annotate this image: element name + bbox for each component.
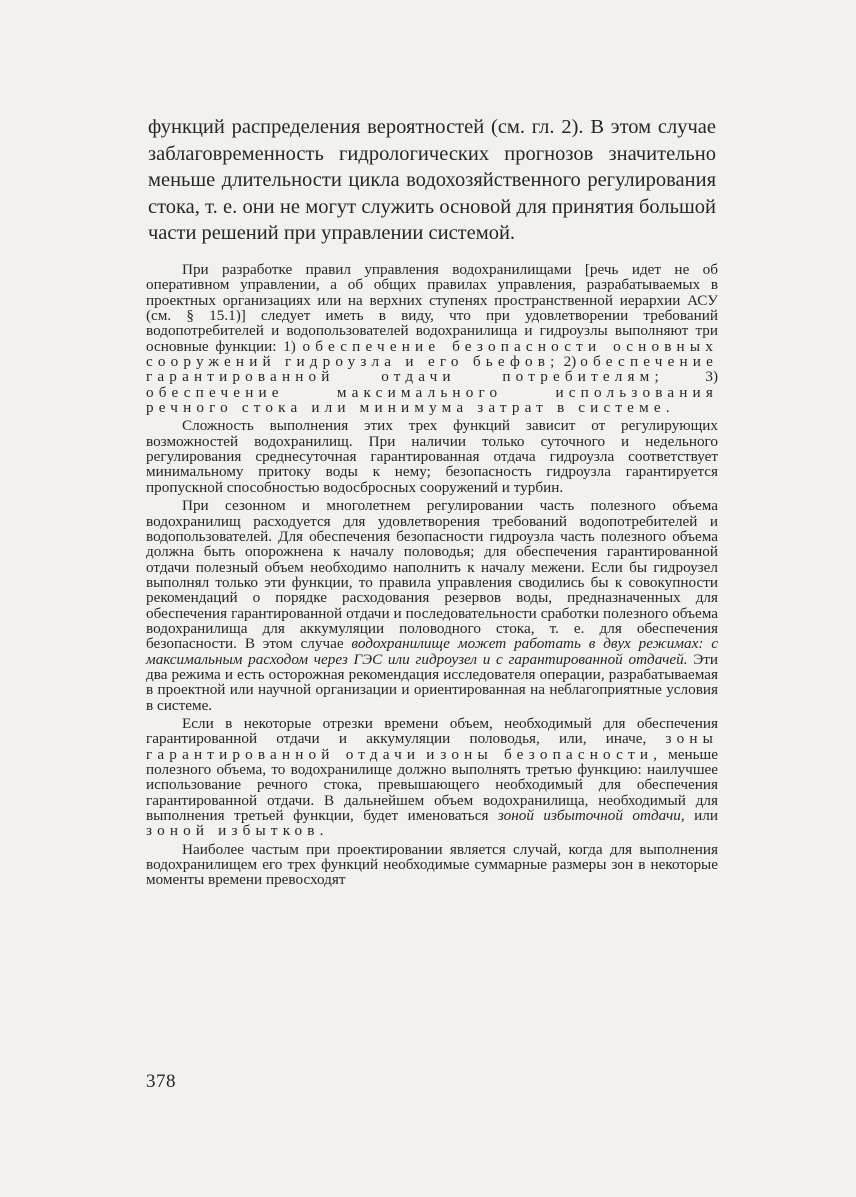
paragraph-management-rules [146,262,718,415]
paragraph-intro-text: При разработке правил управления водохранилищами [речь идет не об оперативном управлении, а об общих правилах управления, разрабатываемых в проектных организациях или на верхних ступенях пространственной иерархии АСУ (см. § 15.1)] следует иметь в виду, что при удовлетворении требований водопотребителей и водопользователей водохранилища и гидроузлы выполняют три основные функции: 1) [146,261,718,355]
paragraph-third-function [146,716,718,839]
third-function-text-a: Если в некоторые отрезки времени объем, необходимый для обеспечения гарантированной отдачи и аккумуляции половодья, или, иначе, [146,714,718,748]
seasonal-text-before: При сезонном и многолетнем регулировании часть полезного объема водохранилищ расходуется для удовлетворения требований водопотребителей и водопользователей. Для обеспечения безопасности гидроузла часть полезного объема должна быть опорожнена к началу половодья; для обеспечения гарантированной отдачи полезный объем необходимо наполнить к началу межени. Если бы гидроузел выполнял только эти функции, то правила управления сводились бы к совокупности рекомендаций о порядке расходования резервов воды, предназначенных для обеспечения гарантированной отдачи и последовательности сработки полезного объема водохранилища для аккумуляции половодного стока, т. е. для обеспечения безопасности. В этом случае [146,497,718,653]
zone-excess-output-italic: зоной избыточной отдачи, [497,807,685,825]
zone-guaranteed-output: зоны гарантированной отдачи [146,730,718,763]
paragraph-seasonal-regulation [146,498,718,713]
function-two-number: 2) [559,353,581,371]
function-three-text: обеспечение максимального использования речного стока или минимума затрат в системе. [146,383,718,417]
third-function-text-c: или [684,807,718,825]
page-number: 378 [146,1071,176,1092]
third-function-text-b: меньше полезного объема, то водохранилище должно выполнять третью функцию: наилучшее использование речного стока, превышающего необходимый для обеспечения гарантированной отдачи. В дальнейшем объем водохранилища, необходимый для выполнения третьей функции, будет именоваться [146,745,718,825]
zone-safety: зоны безопасности, [440,745,663,763]
paragraph-complexity: Сложность выполнения этих трех функций зависит от регулирующих возможностей водохранилищ. При наличии только суточного и недельного регулирования среднесуточная гарантированная отдача гидроузла соответствует минимальному притоку воды к нему; безопасность гидроузла гарантируется пропускной способностью водосбросных сооружений и турбин. [146,417,718,496]
seasonal-text-after: Эти два режима и есть осторожная рекомендация исследователя операции, разрабатываемая в проектной или научной организации и ориентированная на неблагоприятные условия в системе. [146,650,718,714]
function-three-number: 3) [663,368,718,386]
conjunction-and: и [420,745,441,763]
function-two-text: обеспечение гарантированной отдачи потребителям; [146,353,718,386]
paragraph-design-case: Наиболее частым при проектировании является случай, когда для выполнения водохранилищем его трех функций необходимые суммарные размеры зон в некоторые моменты времени превосходят [146,840,718,889]
lead-paragraph: функций распределения вероятностей (см. гл. 2). В этом случае заблаговременность гидрологических прогнозов значительно меньше длительности цикла водохозяйственного регулирования стока, т. е. они не могут служить основой для принятия большой части решений при управлении системой. [148,116,716,244]
two-modes-italic: водохранилище может работать в двух режимах: с максимальным расходом через ГЭС или гидроузел и с гарантированной отдачей. [146,635,718,668]
function-one-text: обеспечение безопасности основных сооружений гидроузла и его бьефов; [146,337,718,371]
body-text [146,262,718,891]
zone-surplus: зоной избытков. [146,822,329,840]
